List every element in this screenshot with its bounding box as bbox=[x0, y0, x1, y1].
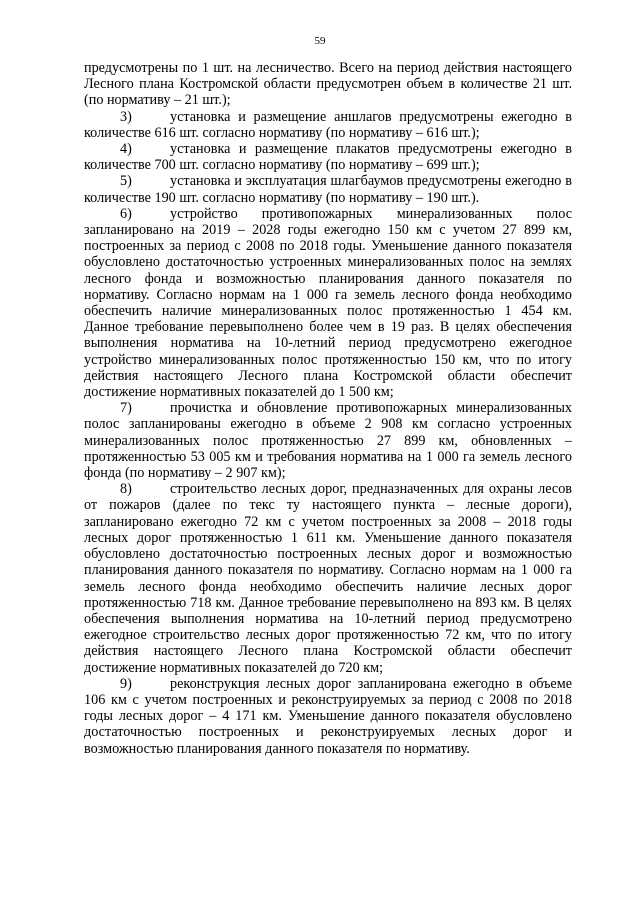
paragraph-text: прочистка и обновление противопожарных минерализованных полос запланированы ежегодно в объеме 2 908 км согласно устроенных минерализованных полос протяженностью 27 899 км, обновленных – протяженностью 53 005 км и требования норматива на 1 000 га земель лесного фонда (по нормативу – 2 907 км); bbox=[84, 400, 572, 482]
item-number: 8) bbox=[120, 481, 132, 498]
item-number: 6) bbox=[120, 205, 132, 222]
paragraph-text: установка и размещение аншлагов предусмотрены ежегодно в количестве 616 шт. согласно нормативу (по нормативу – 616 шт.); bbox=[84, 108, 572, 141]
paragraph-text: установка и эксплуатация шлагбаумов предусмотрены ежегодно в количестве 190 шт. согласно нормативу (по нормативу – 190 шт.). bbox=[84, 173, 572, 206]
item-number: 3) bbox=[120, 108, 132, 125]
item-number: 7) bbox=[120, 400, 132, 417]
paragraph-item-5 bbox=[84, 173, 572, 205]
paragraph-item-7 bbox=[84, 400, 572, 481]
paragraph-continuation bbox=[84, 60, 572, 109]
document-body bbox=[84, 60, 572, 757]
item-number: 9) bbox=[120, 675, 132, 692]
item-number: 4) bbox=[120, 141, 132, 158]
paragraph-text: предусмотрены по 1 шт. на лесничество. Всего на период действия настоящего Лесного плана Костромской области предусмотрен объем в количестве 21 шт. (по нормативу – 21 шт.); bbox=[84, 60, 572, 109]
page-number: 59 bbox=[314, 35, 326, 47]
paragraph-item-6 bbox=[84, 206, 572, 400]
paragraph-text: устройство противопожарных минерализованных полос запланировано на 2019 – 2028 годы ежегодно 150 км с учетом 27 899 км, построенных за период с 2008 по 2018 годы. Уменьшение данного показателя обусловлено достаточностью устроенных минерализованных полос на землях лесного фонда и возможностью планирования данного показателя по нормативу. Согласно нормам на 1 000 га земель лесного фонда необходимо обеспечить наличие минерализованных полос протяженностью 1 454 км. Данное требование перевыполнено более чем в 19 раз. В целях обеспечения выполнения норматива на 10-летний период предусмотрено ежегодное устройство минерализованных полос протяженностью 150 км, что по итогу действия настоящего Лесного плана Костромской области обеспечит достижение нормативных показателей до 1 500 км; bbox=[84, 205, 572, 401]
paragraph-item-8 bbox=[84, 481, 572, 675]
item-number: 5) bbox=[120, 173, 132, 190]
paragraph-item-9 bbox=[84, 676, 572, 757]
paragraph-item-4 bbox=[84, 141, 572, 173]
paragraph-text: реконструкция лесных дорог запланирована ежегодно в объеме 106 км с учетом построенных и реконструируемых за период с 2008 по 2018 годы лесных дорог – 4 171 км. Уменьшение данного показателя обусловлено достаточностью построенных и реконструируемых лесных дорог и возможностью планирования данного показателя по нормативу. bbox=[84, 675, 572, 757]
paragraph-item-3 bbox=[84, 109, 572, 141]
paragraph-text: установка и размещение плакатов предусмотрены ежегодно в количестве 700 шт. согласно нормативу (по нормативу – 699 шт.); bbox=[84, 141, 572, 174]
paragraph-text: строительство лесных дорог, предназначенных для охраны лесов от пожаров (далее по текс ту настоящего пункта – лесные дороги), запланировано ежегодно 72 км с учетом построенных за 2008 – 2018 годы лесных дорог протяженностью 1 611 км. Уменьшение данного показателя обусловлено достаточностью построенных лесных дорог и возможностью планирования данного показателя по нормативу. Согласно нормам на 1 000 га земель лесного фонда необходимо обеспечить наличие лесных дорог протяженностью 718 км. Данное требование перевыполнено на 893 км. В целях обеспечения выполнения норматива на 10-летний период предусмотрено ежегодное строительство лесных дорог протяженностью 72 км, что по итогу действия настоящего Лесного плана Костромской области обеспечит достижение нормативных показателей до 720 км; bbox=[84, 481, 572, 676]
